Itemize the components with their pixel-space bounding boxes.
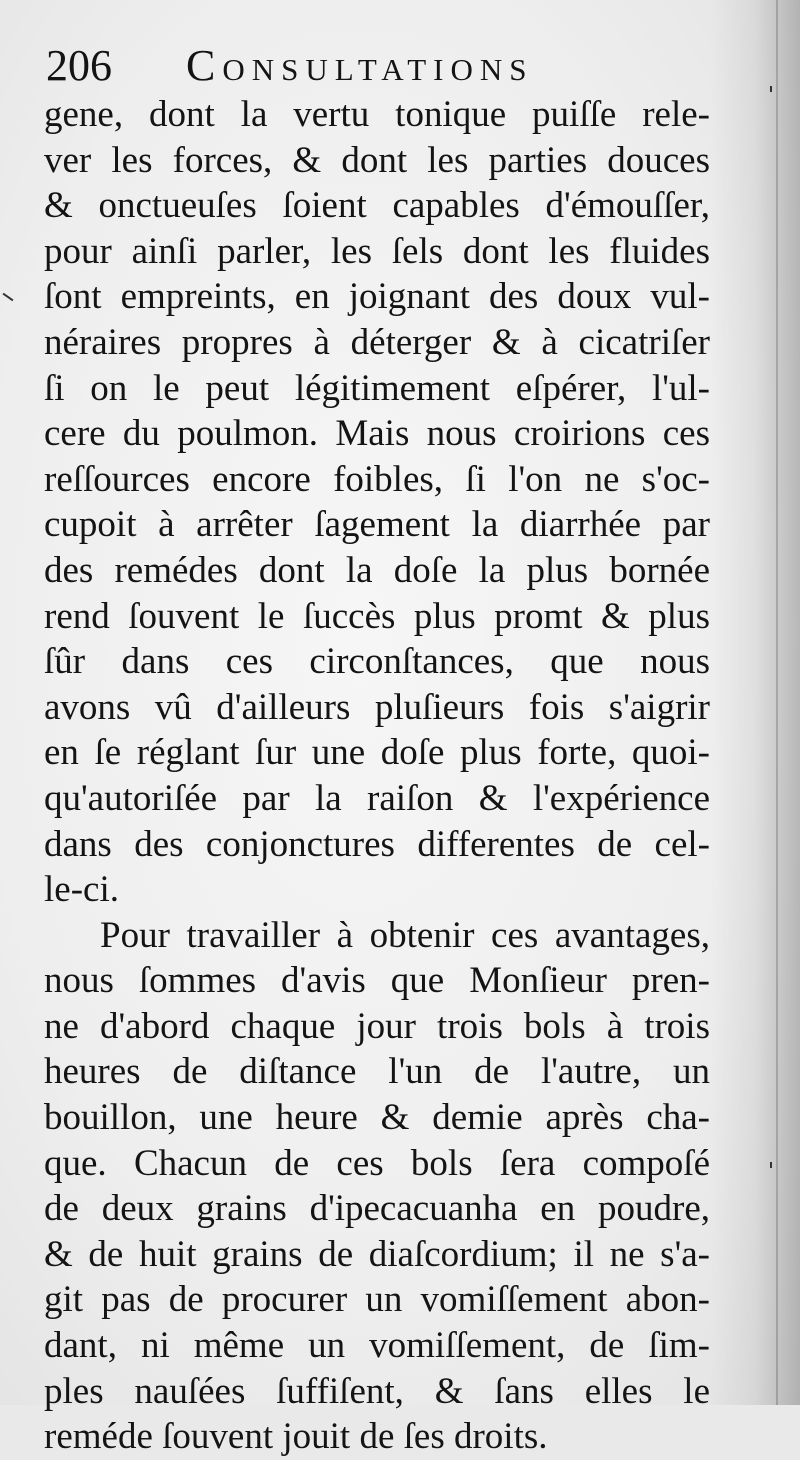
- margin-mark: [770, 1162, 772, 1168]
- text-line: git pas de procurer un vomiſſement abon-: [44, 1279, 710, 1321]
- text-line: ver les forces, & dont les parties douces: [44, 139, 710, 181]
- margin-mark: [3, 293, 14, 302]
- text-line: que. Chacun de ces bols ſera compoſé: [44, 1142, 710, 1184]
- text-line: pour ainſi parler, les ſels dont les fluides: [44, 230, 710, 272]
- text-line: dant, ni même un vomiſſement, de ſim-: [44, 1325, 710, 1367]
- text-line: des remédes dont la doſe la plus bornée: [44, 549, 710, 591]
- text-line: le-ci.: [44, 869, 119, 911]
- text-line: reméde ſouvent jouit de ſes droits.: [44, 1416, 548, 1458]
- text-line: qu'autoriſée par la raiſon & l'expérience: [44, 777, 710, 819]
- text-line: ſont empreints, en joignant des doux vul-: [44, 276, 710, 318]
- text-line: de deux grains d'ipecacuanha en poudre,: [44, 1188, 710, 1230]
- text-line: & onctueuſes ſoient capables d'émouſſer,: [44, 185, 710, 227]
- text-line: bouillon, une heure & demie après cha-: [44, 1097, 710, 1139]
- text-line: ples nauſées ſuffiſent, & ſans elles le: [44, 1370, 710, 1412]
- text-line: dans des conjonctures differentes de cel-: [44, 823, 710, 865]
- text-line: & de huit grains de diaſcordium; il ne s'a-: [44, 1233, 710, 1275]
- body-text: [44, 92, 710, 1460]
- text-line: heures de diſtance l'un de l'autre, un: [44, 1051, 710, 1093]
- text-line: ſûr dans ces circonſtances, que nous: [44, 641, 710, 683]
- page-header: [46, 36, 746, 96]
- text-line: avons vû d'ailleurs pluſieurs fois s'aigrir: [44, 686, 710, 728]
- text-line: reſſources encore foibles, ſi l'on ne s'oc-: [44, 458, 710, 500]
- text-line: nous ſommes d'avis que Monſieur pren-: [44, 960, 710, 1002]
- text-line: ſi on le peut légitimement eſpérer, l'ul-: [44, 367, 710, 409]
- page-number: 206: [46, 41, 112, 90]
- running-title: Consultations: [186, 41, 534, 90]
- binding-shadow: [710, 0, 800, 1405]
- page-edge: [776, 0, 778, 1405]
- text-line: cere du poulmon. Mais nous croirions ces: [44, 413, 710, 455]
- text-line: ne d'abord chaque jour trois bols à trois: [44, 1005, 710, 1047]
- text-line: gene, dont la vertu tonique puiſſe rele-: [44, 94, 710, 135]
- text-line: cupoit à arrêter ſagement la diarrhée par: [44, 504, 710, 546]
- margin-mark: [770, 86, 772, 92]
- text-line: rend ſouvent le ſuccès plus promt & plus: [44, 595, 710, 637]
- paragraph-start-line: Pour travailler à obtenir ces avantages,: [100, 914, 710, 956]
- text-line: en ſe réglant ſur une doſe plus forte, quoi-: [44, 732, 710, 774]
- text-line: néraires propres à déterger & à cicatriſer: [44, 321, 710, 363]
